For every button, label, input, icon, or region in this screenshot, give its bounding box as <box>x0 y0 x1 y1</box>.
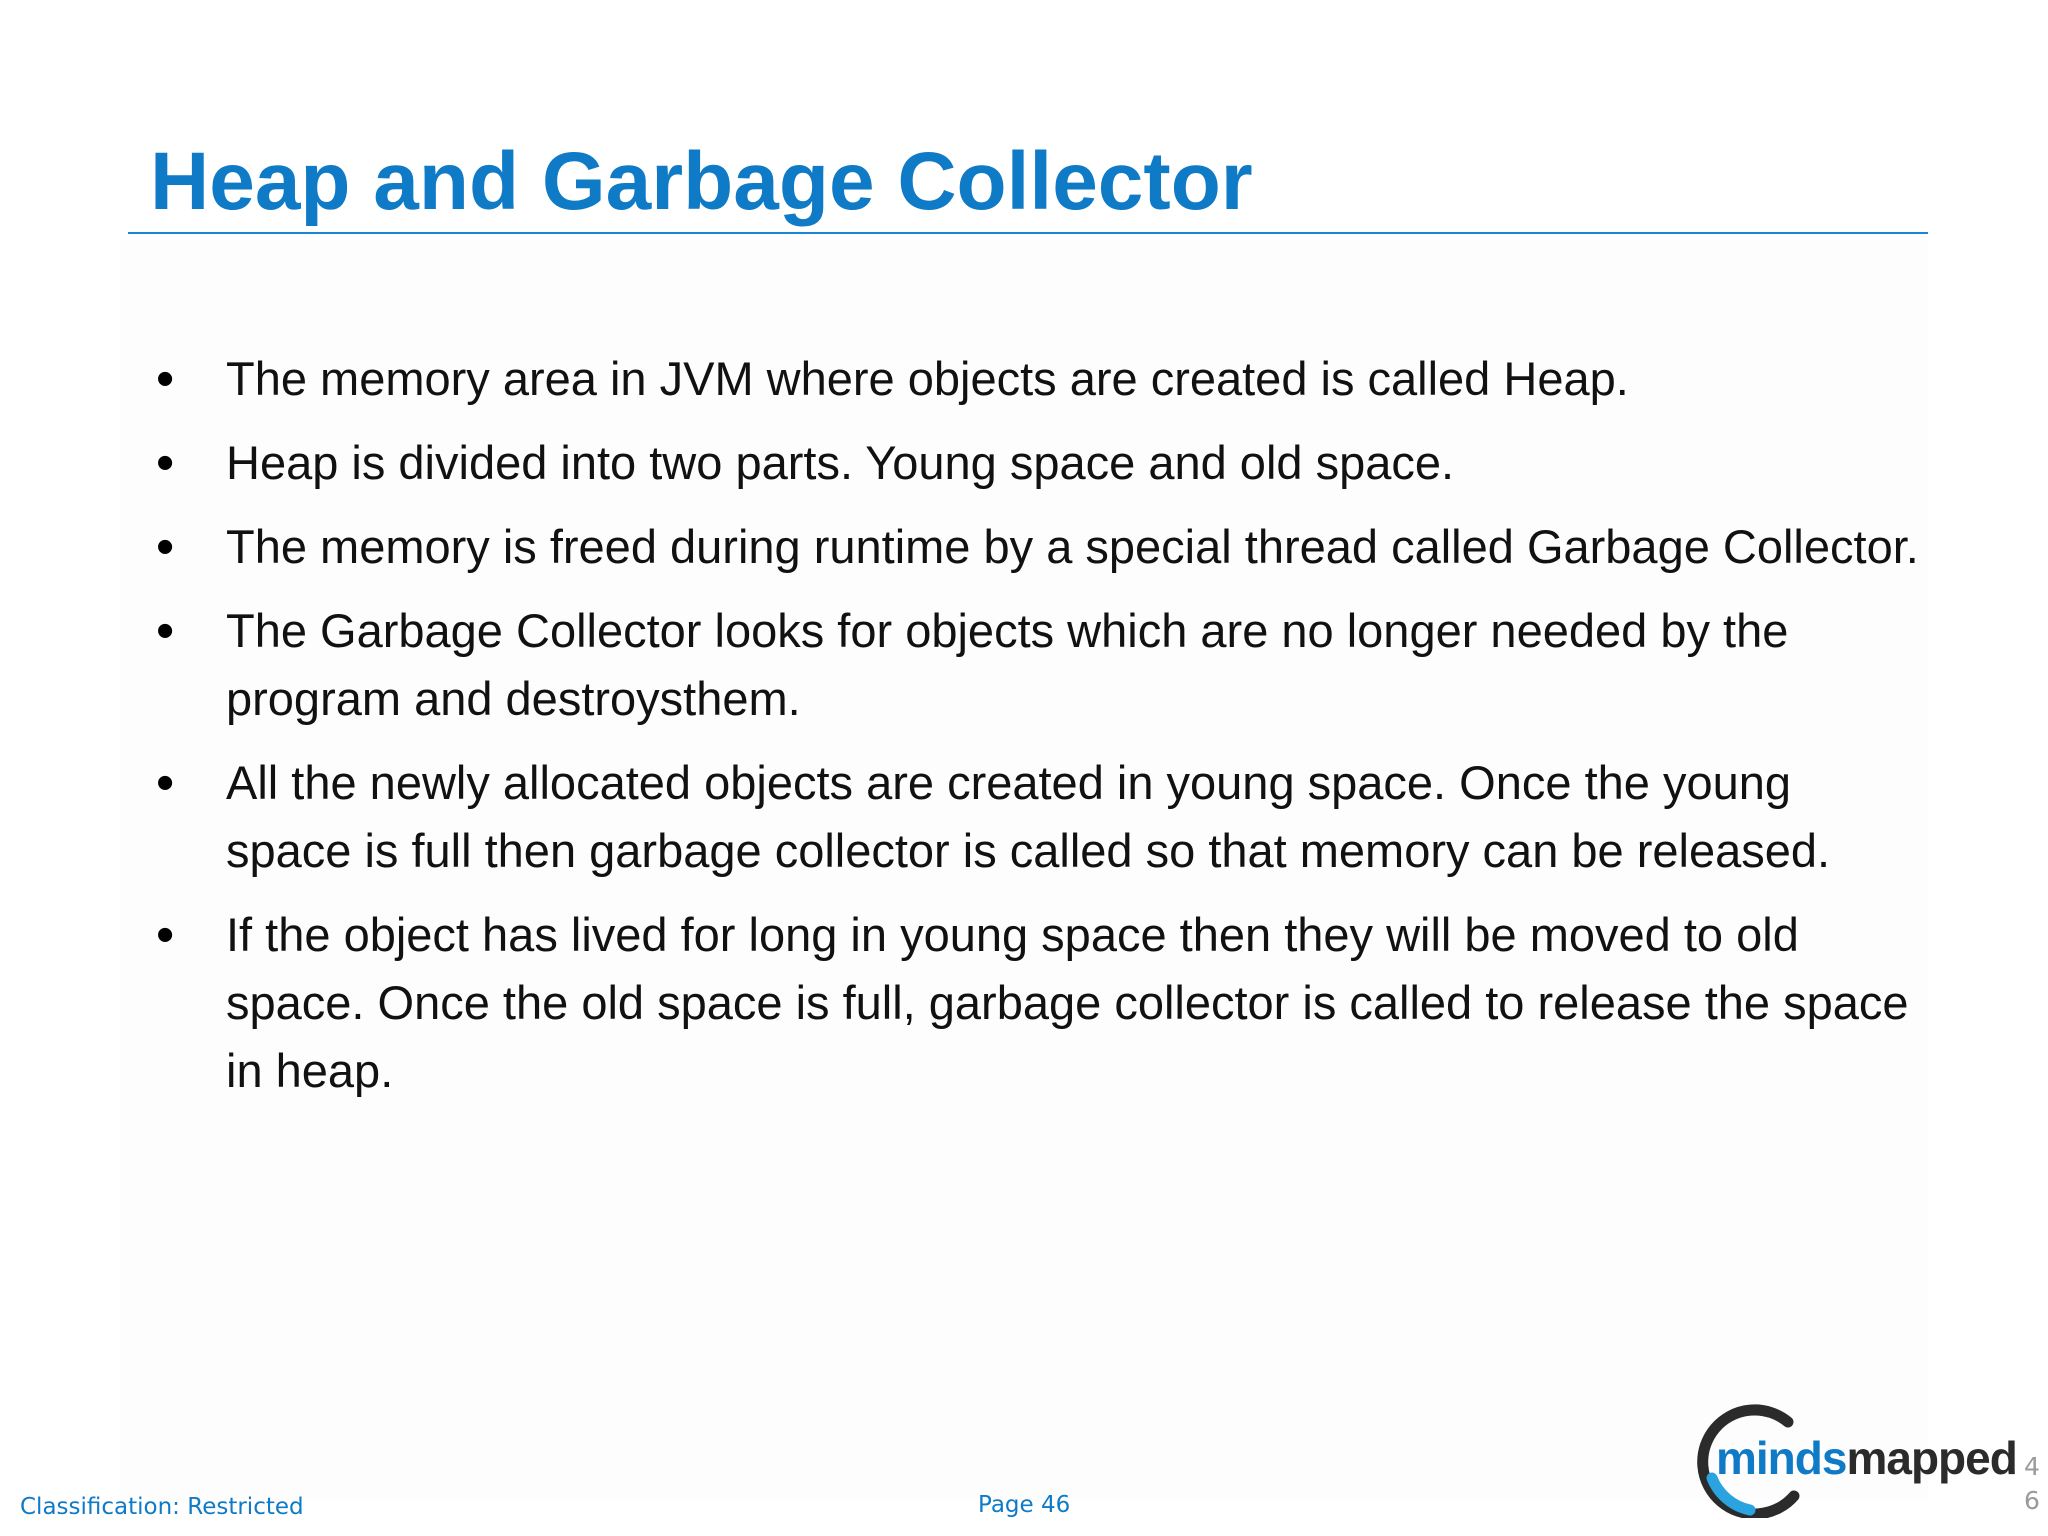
slide-number: 46 <box>2024 1452 2040 1515</box>
bullet-text: The memory area in JVM where objects are created is called Heap. <box>226 352 1629 405</box>
bullet-item <box>150 597 1920 733</box>
mindsmapped-logo <box>1690 1398 2030 1518</box>
logo-text-mapped: mapped <box>1846 1432 2017 1484</box>
bullet-text: The Garbage Collector looks for objects which are no longer needed by the program and destroysthem. <box>226 604 1789 725</box>
bullet-icon: • <box>156 906 175 964</box>
bullet-item <box>150 901 1920 1105</box>
bullet-item <box>150 513 1920 581</box>
logo-text-minds: minds <box>1716 1432 1847 1484</box>
bullet-icon: • <box>156 602 175 660</box>
title-underline <box>128 232 1928 234</box>
bullet-item <box>150 429 1920 497</box>
bullet-text: Heap is divided into two parts. Young space and old space. <box>226 436 1455 489</box>
bullet-text: All the newly allocated objects are created in young space. Once the young space is full then garbage collector is called so that memory can be released. <box>226 756 1831 877</box>
bullet-icon: • <box>156 754 175 812</box>
logo-wordmark <box>1716 1432 2017 1484</box>
bullet-item <box>150 749 1920 885</box>
bullet-item <box>150 345 1920 413</box>
slide-title: Heap and Garbage Collector <box>150 136 1253 227</box>
bullet-list <box>150 345 1920 1121</box>
page-label: Page 46 <box>978 1492 1071 1518</box>
bullet-icon: • <box>156 434 175 492</box>
bullet-text: The memory is freed during runtime by a special thread called Garbage Collector. <box>226 520 1919 573</box>
bullet-icon: • <box>156 518 175 576</box>
bullet-text: If the object has lived for long in young space then they will be moved to old space. Once the old space is full, garbage collector is called to release the space in heap. <box>226 908 1909 1097</box>
bullet-icon: • <box>156 350 175 408</box>
classification-label: Classification: Restricted <box>20 1494 304 1520</box>
